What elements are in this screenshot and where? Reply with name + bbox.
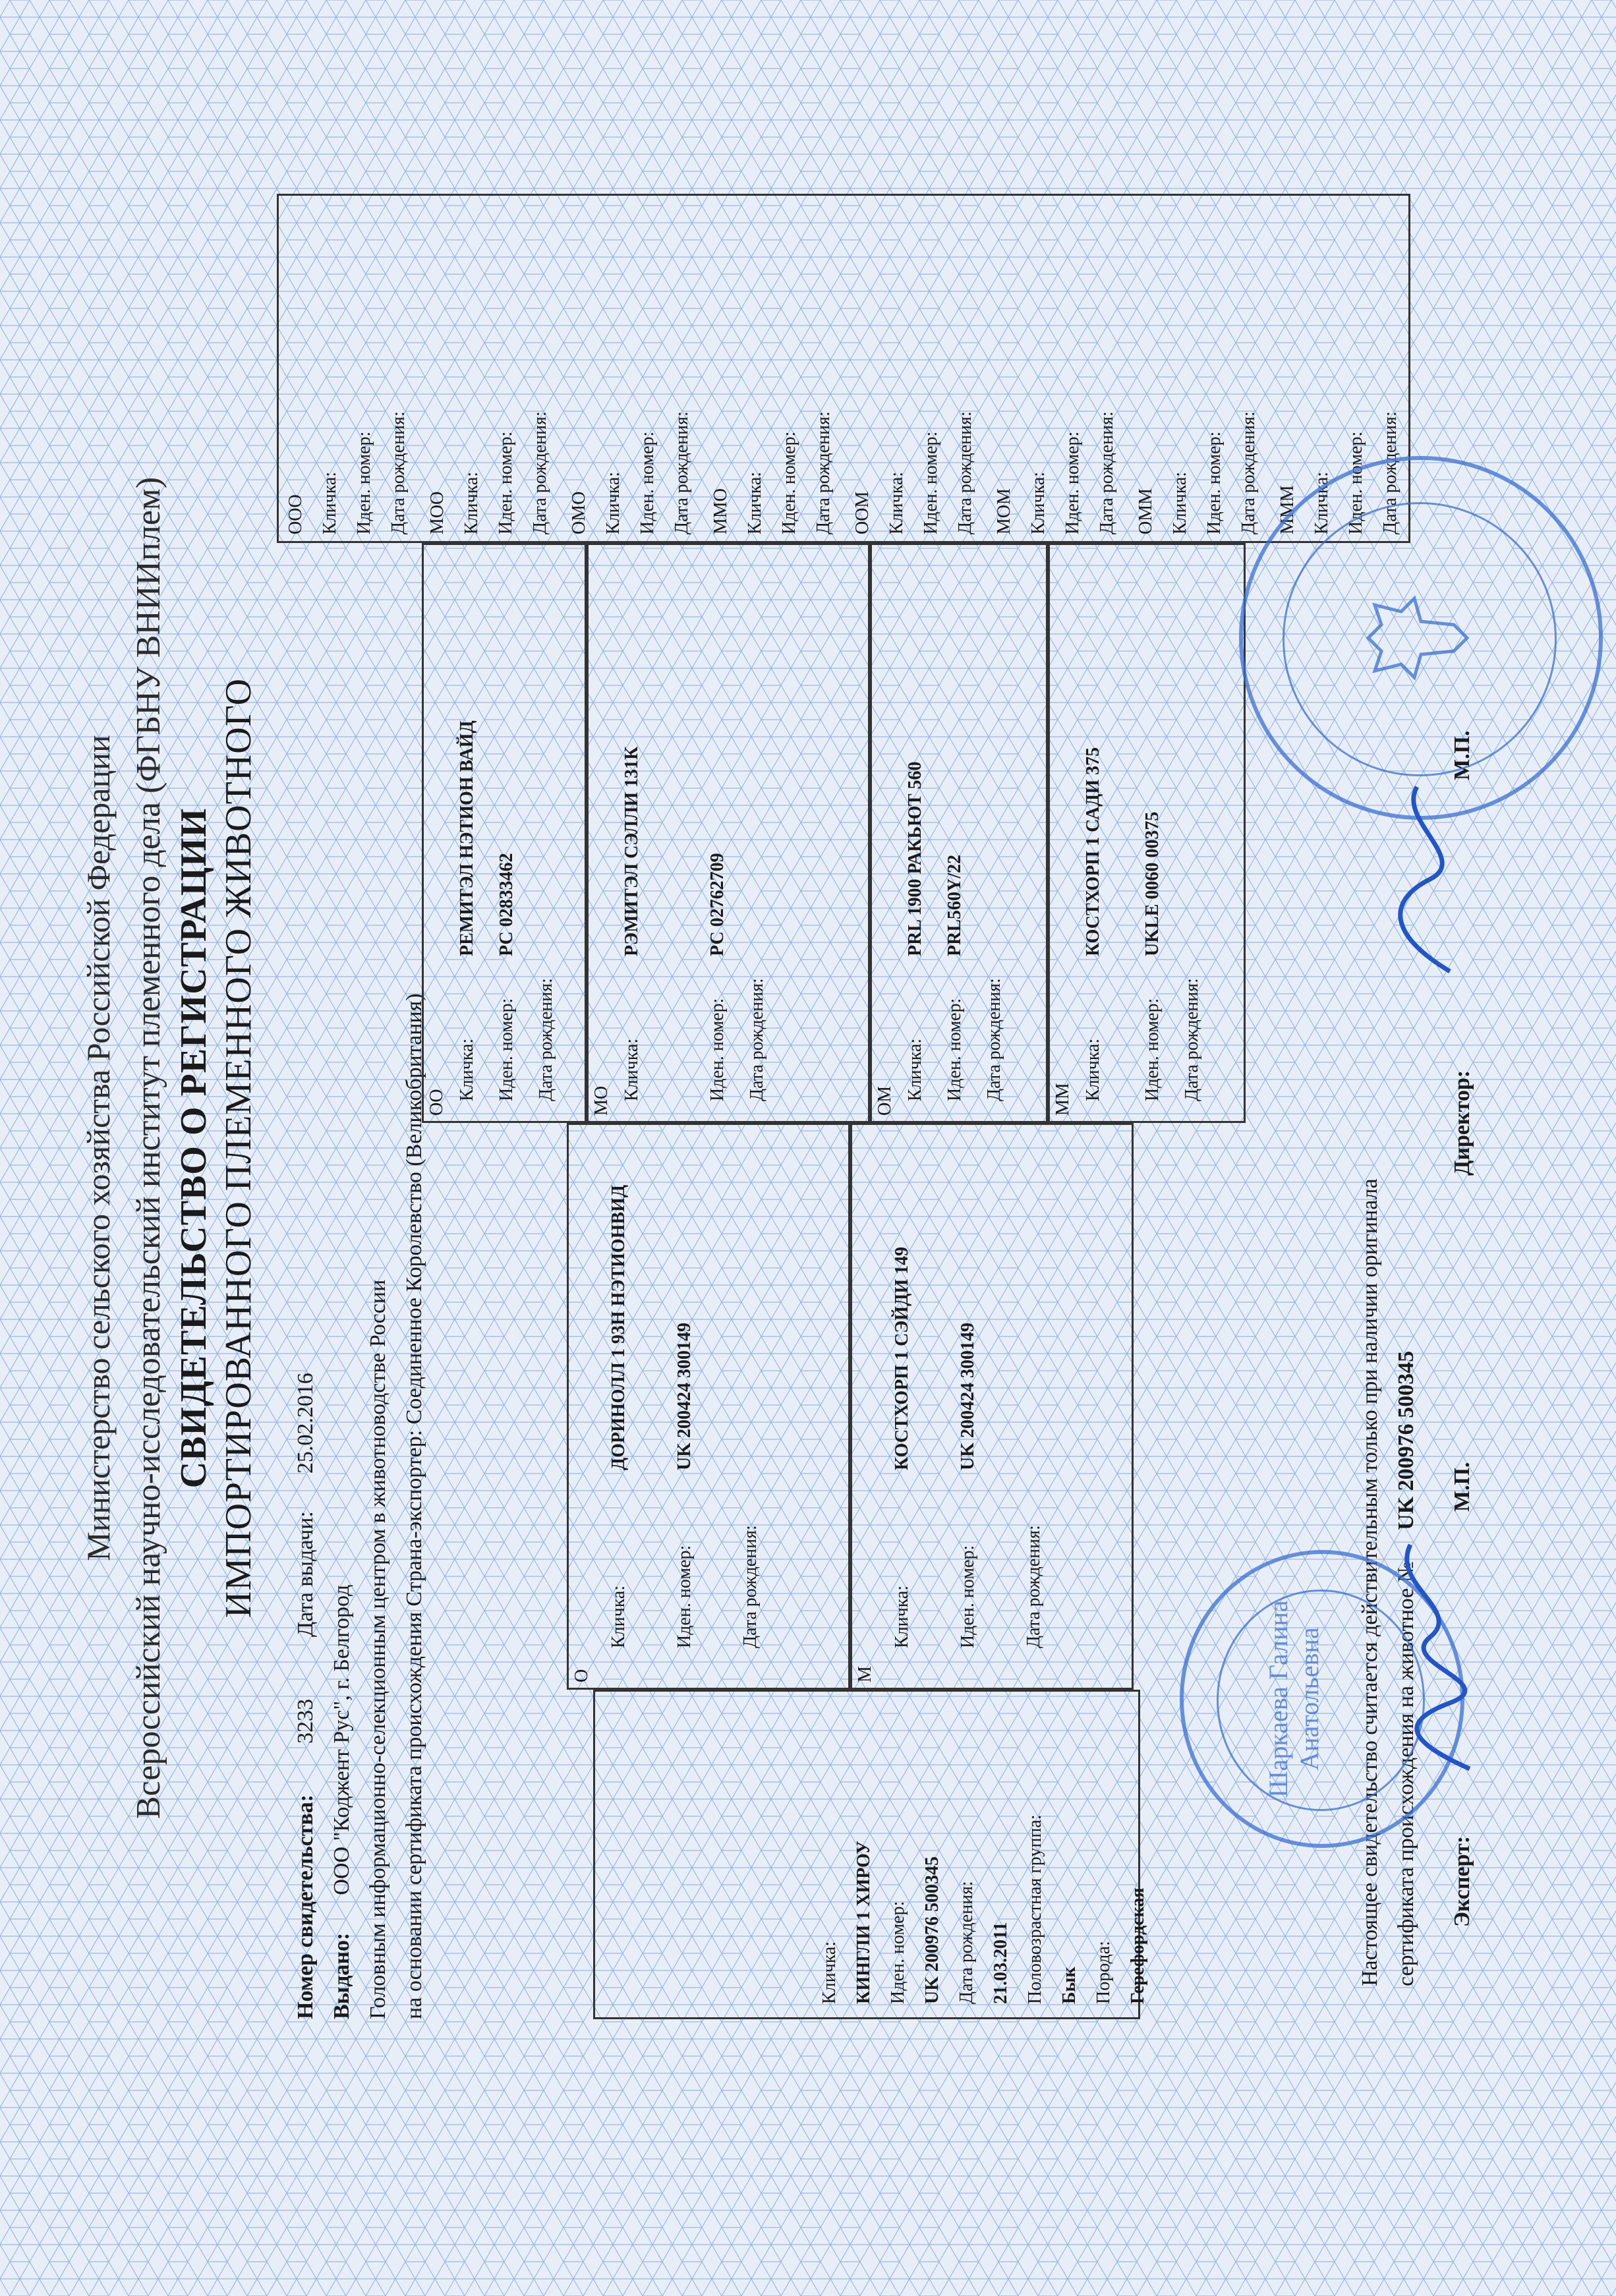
animal-box [593,1690,1148,2019]
dam-name-label: Кличка: [892,1585,912,1648]
ggp-moo-birth-label: Дата рождения: [530,411,550,534]
gp-om-name: PRL 1900 РАКЬЮТ 560 [905,761,925,956]
document-subtitle: ИМПОРТИРОВАННОГО ПЛЕМЕННОГО ЖИВОТНОГО [218,677,259,1619]
footer-note-number: UK 200976 500345 [1394,1350,1418,1530]
gp-oo-birth-label: Дата рождения: [536,978,556,1101]
gp-mm-id: UKLE 0060 00375 [1142,811,1163,956]
ggp-omm [1129,411,1266,534]
footer-note-1: Настоящее свидетельство считается действительным только при наличии оригинала [1358,1178,1382,1986]
animal-birth: 21.03.2011 [991,1922,1011,2004]
dam-id: UK 200424 300149 [958,1323,978,1470]
ggp-moo-id-label: Иден. номер: [496,431,516,534]
ggp-ooo-id-label: Иден. номер: [354,431,374,534]
ggp-omm-id-label: Иден. номер: [1204,431,1225,534]
institute-title: Всероссийский научно-исследовательский институт племенного дела (ФГБНУ ВНИИплем) [130,476,167,1820]
gp-oo-name: РЕМИТЭЛ НЭТИОН ВАЙД [457,720,477,956]
eagle-emblem-icon [1355,585,1480,691]
ggp-moo-name-label: Кличка: [461,471,482,534]
gp-mo-name: РЭМИТЭЛ СЭЛЛИ 131К [621,746,642,956]
cert-number: 3233 [293,1698,318,1744]
ggp-mmo-code: ММО [710,488,731,534]
ministry-title: Министерство сельского хозяйства Российской Федерации [80,735,117,1561]
sire-name: ДОРИНОЛЛ 1 93Н НЭТИОНВИД [608,1184,629,1470]
gp-om-id-label: Иден. номер: [944,998,965,1101]
footer-note-2-text: сертификата происхождения на животное № [1394,1561,1418,1986]
ggp-mmm-code: МММ [1277,485,1298,534]
ggp-mom-name-label: Кличка: [1028,471,1049,534]
ggp-mmo-birth-label: Дата рождения: [813,411,834,534]
ggp-omo-id-label: Иден. номер: [637,431,658,534]
ggp-omm-name-label: Кличка: [1170,471,1190,534]
ggp-mmo-id-label: Иден. номер: [779,431,799,534]
issued-to-row [330,1585,355,2019]
director-seal [1239,456,1603,820]
gp-om-name-label: Кличка: [905,1038,925,1101]
ggp-oom-code: ООМ [852,491,873,534]
cert-number-label: Номер свидетельства: [293,1794,318,2019]
issue-date: 25.02.2016 [293,1373,318,1474]
sire-code: О [571,1669,592,1682]
expert-mp: М.П. [1450,1462,1474,1512]
sire-name-label: Кличка: [608,1585,629,1648]
dam-box [850,1123,1134,1690]
issue-date-row [293,1373,318,1637]
director-mp: М.П. [1450,730,1474,780]
ggp-mmo [704,411,841,534]
issued-to: ООО "Коджент Рус", г. Белгород [330,1584,354,1895]
animal-name-label: Кличка: [819,1941,840,2004]
grandparent-oo-box [422,543,587,1123]
ggp-mmo-name-label: Кличка: [745,471,765,534]
expert-signature [1371,1518,1489,1782]
gp-oo-code: ОО [426,1089,447,1116]
ggp-oom [846,411,983,534]
animal-breed-label: Порода: [1093,1941,1114,2004]
ggp-ooo-birth-label: Дата рождения: [388,411,409,534]
gp-mo-name-label: Кличка: [621,1038,642,1101]
animal-age-group-label: Половозрастная группа: [1025,1814,1045,2004]
gp-mm-id-label: Иден. номер: [1142,998,1163,1101]
animal-details [813,1814,1155,2004]
gp-mm-birth-label: Дата рождения: [1182,978,1202,1101]
cert-number-row [293,1699,318,2019]
issued-label: Выдано: [330,1932,354,2019]
issue-date-label: Дата выдачи: [293,1511,318,1637]
basis-line: на основании сертификата происхождения Страна-экспортер: Соединенное Королевство (Великобритания) [402,993,426,2019]
grandparent-om-box [870,543,1048,1123]
gp-om-code: ОМ [875,1085,895,1116]
ggp-omo [562,411,699,534]
ggp-ooo [279,411,416,534]
ggp-omo-birth-label: Дата рождения: [672,411,692,534]
ggp-oom-id-label: Иден. номер: [921,431,941,534]
document-title: СВИДЕТЕЛЬСТВО О РЕГИСТРАЦИИ [173,807,214,1489]
gp-mo-birth-label: Дата рождения: [747,978,767,1101]
ggp-ooo-name-label: Кличка: [320,471,340,534]
ggp-oom-name-label: Кличка: [886,471,907,534]
gp-oo-id: РС 02833462 [496,853,517,956]
animal-birth-label: Дата рождения: [956,1881,977,2004]
ggp-moo [420,411,558,534]
sire-id: UK 200424 300149 [674,1323,695,1470]
ggp-omm-code: ОММ [1136,488,1156,534]
dam-id-label: Иден. номер: [958,1545,978,1648]
dam-birth-label: Дата рождения: [1024,1525,1044,1648]
ggp-omm-birth-label: Дата рождения: [1238,411,1259,534]
gp-mo-id: РС 02762709 [707,853,728,956]
sire-id-label: Иден. номер: [674,1545,695,1648]
grandparent-mo-box [587,543,870,1123]
gp-mm-code: ММ [1053,1083,1073,1116]
ggp-moo-code: МОО [427,491,447,534]
dam-name: КОСТХОРП 1 СЭЙДИ 149 [892,1246,912,1470]
gp-mo-id-label: Иден. номер: [707,998,728,1101]
animal-id: UK 200976 500345 [922,1856,942,2004]
ggp-mmm-name-label: Кличка: [1312,471,1332,534]
ggp-mmm-birth-label: Дата рождения: [1380,411,1400,534]
issuer-line: Головным информационно-селекционным центром в животноводстве России [366,1279,390,2019]
ggp-omo-name-label: Кличка: [603,471,623,534]
gp-oo-name-label: Кличка: [457,1038,477,1101]
great-grandparents-column [277,194,1410,543]
gp-mo-code: МО [591,1085,612,1116]
ggp-mom [987,411,1124,534]
director-signature [1371,780,1470,978]
expert-stamp-name: Шаркаева Галина Анатольевна [1263,1600,1324,1798]
gp-oo-id-label: Иден. номер: [496,998,517,1101]
ggp-ooo-code: ООО [285,494,306,534]
gp-mm-name-label: Кличка: [1083,1038,1103,1101]
animal-age-group: Бык [1059,1966,1080,2004]
ggp-mom-birth-label: Дата рождения: [1097,411,1117,534]
director-label: Директор: [1450,1070,1474,1176]
animal-name: КИНГЛИ 1 ХИРОУ [853,1841,874,2004]
gp-om-birth-label: Дата рождения: [984,978,1004,1101]
animal-id-label: Иден. номер: [888,1901,908,2004]
ggp-mmm-id-label: Иден. номер: [1346,431,1366,534]
dam-code: М [855,1666,875,1682]
ggp-omo-code: ОМО [569,491,589,534]
ggp-mom-id-label: Иден. номер: [1062,431,1083,534]
grandparent-mm-box [1048,543,1246,1123]
animal-breed: Герефордская [1128,1887,1148,2004]
ggp-mom-code: МОМ [994,488,1014,534]
sire-birth-label: Дата рождения: [740,1525,761,1648]
gp-mm-name: КОСТХОРП 1 САДИ 375 [1083,747,1103,956]
expert-label: Эксперт: [1450,1835,1474,1927]
sire-box [567,1123,850,1690]
gp-om-id: PRL560Y/22 [944,855,965,956]
ggp-oom-birth-label: Дата рождения: [955,411,975,534]
